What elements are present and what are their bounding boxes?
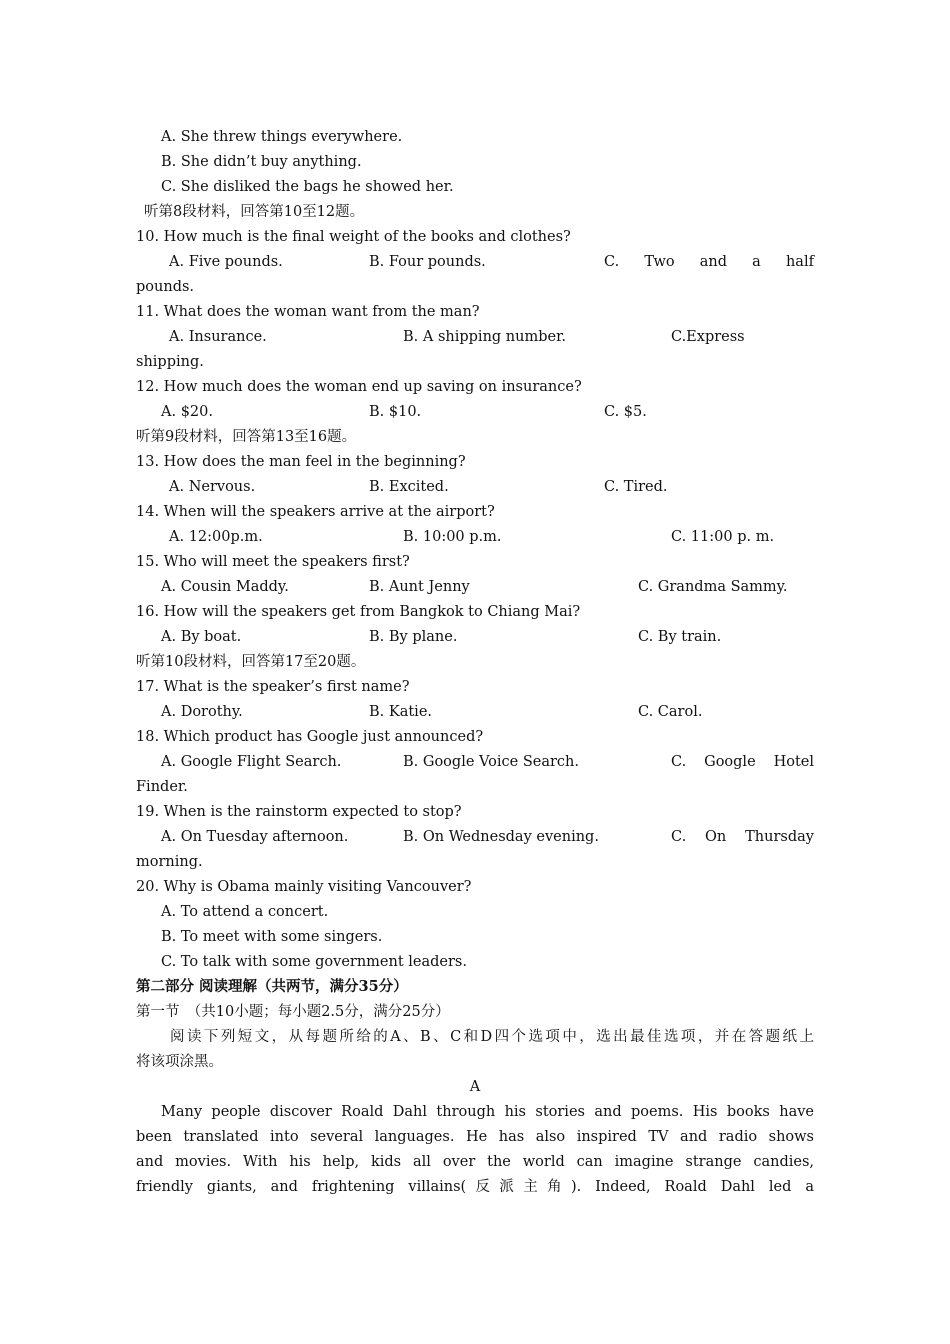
- q18-c-word: Hotel: [773, 754, 814, 770]
- section-9-heading: 听第9段材料，回答第13至16题。: [136, 429, 357, 445]
- q9-option-b: B. She didn’t buy anything.: [161, 154, 362, 170]
- q19-option-c-continued: morning.: [136, 854, 203, 870]
- q18-c-word: Google: [704, 754, 756, 770]
- q15-option-c: C. Grandma Sammy.: [638, 579, 788, 595]
- q15-option-b: B. Aunt Jenny: [369, 579, 470, 595]
- q10-c-word: half: [785, 254, 814, 270]
- q10-c-word: Two: [644, 254, 675, 270]
- q14-stem: 14. When will the speakers arrive at the airport?: [136, 504, 495, 520]
- passage-line: been translated into several languages. He has also inspired TV and radio shows: [136, 1129, 814, 1145]
- q10-stem: 10. How much is the final weight of the books and clothes?: [136, 229, 571, 245]
- q12-option-c: C. $5.: [604, 404, 647, 420]
- q17-stem: 17. What is the speaker’s first name?: [136, 679, 410, 695]
- q18-option-c: [671, 752, 814, 772]
- q19-option-a: A. On Tuesday afternoon.: [161, 829, 349, 845]
- q18-c-word: C.: [671, 754, 687, 770]
- q17-option-a: A. Dorothy.: [161, 704, 243, 720]
- q11-option-c-continued: shipping.: [136, 354, 204, 370]
- q13-option-b: B. Excited.: [369, 479, 449, 495]
- q19-c-word: On: [705, 829, 727, 845]
- q10-option-c-continued: pounds.: [136, 279, 195, 295]
- q14-option-b: B. 10:00 p.m.: [403, 529, 502, 545]
- q10-c-word: and: [699, 254, 728, 270]
- passage-line: friendly giants, and frightening villains(反派主角). Indeed, Roald Dahl led a: [136, 1179, 814, 1195]
- q10-option-a: A. Five pounds.: [169, 254, 283, 270]
- q10-c-word: a: [752, 254, 761, 270]
- q15-stem: 15. Who will meet the speakers first?: [136, 554, 410, 570]
- q17-option-c: C. Carol.: [638, 704, 703, 720]
- passage-label: A: [469, 1079, 481, 1095]
- q20-option-a: A. To attend a concert.: [161, 904, 329, 920]
- q16-option-b: B. By plane.: [369, 629, 458, 645]
- q12-stem: 12. How much does the woman end up saving on insurance?: [136, 379, 582, 395]
- passage-line: Many people discover Roald Dahl through his stories and poems. His books have: [161, 1104, 814, 1120]
- q12-option-b: B. $10.: [369, 404, 422, 420]
- q19-stem: 19. When is the rainstorm expected to stop?: [136, 804, 462, 820]
- part-2-section-1-heading: 第一节 （共10小题；每小题2.5分，满分25分）: [136, 1004, 450, 1020]
- passage-line: and movies. With his help, kids all over the world can imagine strange candies,: [136, 1154, 814, 1170]
- q10-option-c: [604, 252, 814, 272]
- q16-option-a: A. By boat.: [161, 629, 242, 645]
- q18-option-b: B. Google Voice Search.: [403, 754, 580, 770]
- section-10-heading: 听第10段材料，回答第17至20题。: [136, 654, 366, 670]
- q18-option-c-continued: Finder.: [136, 779, 188, 795]
- q9-option-a: A. She threw things everywhere.: [161, 129, 403, 145]
- q13-option-c: C. Tired.: [604, 479, 668, 495]
- q9-option-c: C. She disliked the bags he showed her.: [161, 179, 454, 195]
- section-8-heading: 听第8段材料，回答第10至12题。: [144, 204, 365, 220]
- q19-option-b: B. On Wednesday evening.: [403, 829, 599, 845]
- q19-c-word: C.: [671, 829, 687, 845]
- q18-stem: 18. Which product has Google just announced?: [136, 729, 484, 745]
- reading-instruction-line-2: 将该项涂黑。: [136, 1054, 223, 1070]
- q19-c-word: Thursday: [745, 829, 814, 845]
- q11-option-b: B. A shipping number.: [403, 329, 567, 345]
- q15-option-a: A. Cousin Maddy.: [161, 579, 289, 595]
- q13-option-a: A. Nervous.: [169, 479, 256, 495]
- part-2-title: 第二部分 阅读理解（共两节，满分35分）: [136, 978, 408, 995]
- q12-option-a: A. $20.: [161, 404, 213, 420]
- reading-instruction-line-1: 阅读下列短文，从每题所给的A、B、C和D四个选项中，选出最佳选项，并在答题纸上: [170, 1029, 814, 1045]
- q20-option-c: C. To talk with some government leaders.: [161, 954, 467, 970]
- q18-option-a: A. Google Flight Search.: [161, 754, 342, 770]
- q11-option-c: C.Express: [671, 329, 745, 345]
- q14-option-a: A. 12:00p.m.: [169, 529, 263, 545]
- q16-stem: 16. How will the speakers get from Bangkok to Chiang Mai?: [136, 604, 581, 620]
- q11-option-a: A. Insurance.: [169, 329, 267, 345]
- q11-stem: 11. What does the woman want from the man?: [136, 304, 480, 320]
- q10-c-word: C.: [604, 254, 620, 270]
- q10-option-b: B. Four pounds.: [369, 254, 486, 270]
- q14-option-c: C. 11:00 p. m.: [671, 529, 775, 545]
- q20-option-b: B. To meet with some singers.: [161, 929, 383, 945]
- q20-stem: 20. Why is Obama mainly visiting Vancouver?: [136, 879, 472, 895]
- q19-option-c: [671, 827, 814, 847]
- q17-option-b: B. Katie.: [369, 704, 433, 720]
- q16-option-c: C. By train.: [638, 629, 722, 645]
- q13-stem: 13. How does the man feel in the beginning?: [136, 454, 466, 470]
